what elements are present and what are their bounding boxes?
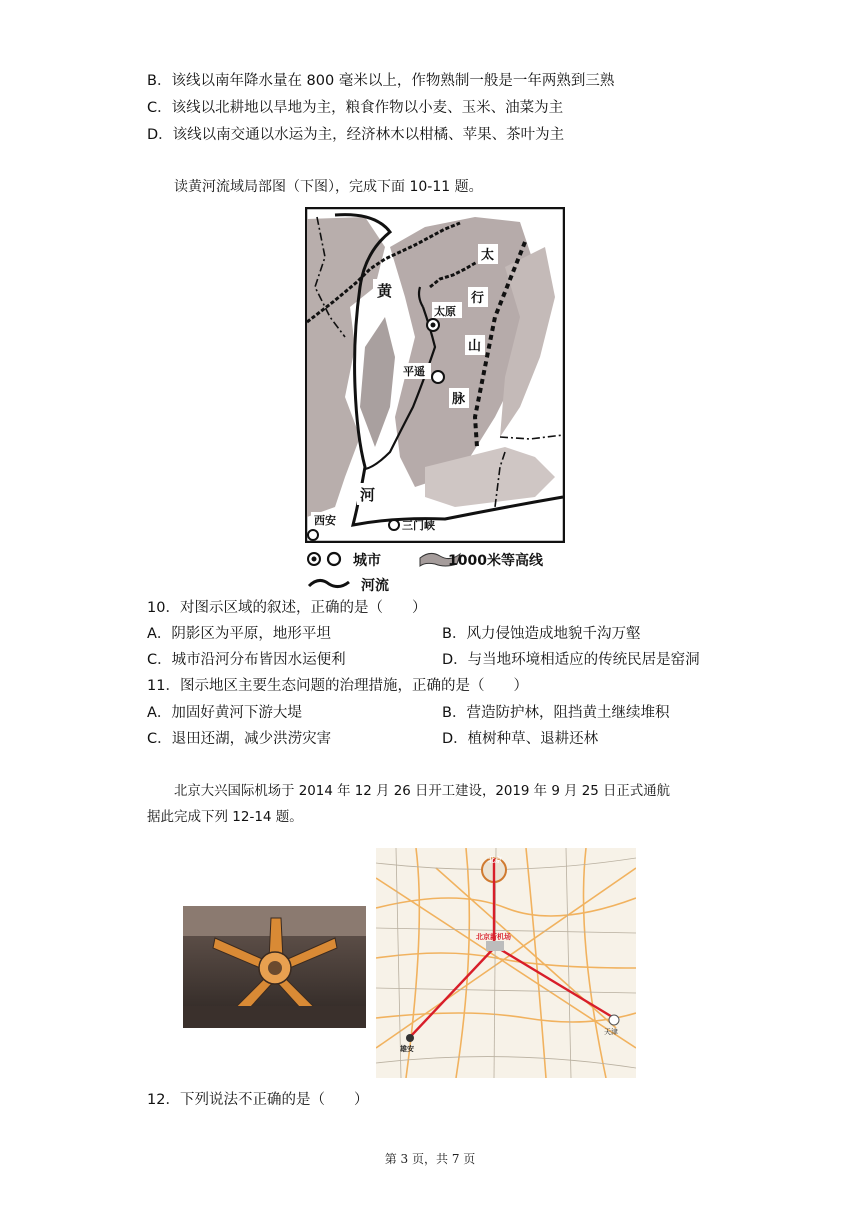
bj-label-airport: 北京新机场 [476,933,511,941]
bj-label-tianjin: 天津 [604,1028,618,1036]
q10-stem: 10．对图示区域的叙述，正确的是（ ） [147,600,427,616]
q11-option-b: B．营造防护林，阻挡黄土继续堆积 [442,705,670,721]
map-legend [305,546,585,594]
q11-stem: 11．图示地区主要生态问题的治理措施，正确的是（ ） [147,678,528,694]
q12-stem: 12．下列说法不正确的是（ ） [147,1092,369,1108]
yellow-river-map [305,207,565,543]
legend-contour: 1000米等高线 [448,553,543,569]
label-pingyao: 平遥 [403,365,425,378]
page-footer: 第 3 页，共 7 页 [384,1152,476,1166]
label-sanmenxia: 三门峡 [402,519,435,532]
airport-photo [183,906,366,1028]
q10-option-a: A．阴影区为平原，地形平坦 [147,626,331,642]
intro-12-14-line1: 北京大兴国际机场于 2014 年 12 月 26 日开工建设，2019 年 9 月 25 日正式通航 [174,784,670,799]
option-c-text: C．该线以北耕地以旱地为主，粮食作物以小麦、玉米、油菜为主 [147,100,564,116]
q11-option-c: C．退田还湖，减少洪涝灾害 [147,731,332,747]
legend-river: 河流 [361,578,389,594]
q11-option-a: A．加固好黄河下游大堤 [147,705,302,721]
label-xian: 西安 [314,514,336,527]
q10-option-d: D．与当地环境相适应的传统民居是窑洞 [442,652,700,668]
q10-option-b: B．风力侵蚀造成地貌千沟万壑 [442,626,641,642]
option-b-text: B．该线以南年降水量在 800 毫米以上，作物熟制一般是一年两熟到三熟 [147,73,615,89]
label-he: 河 [360,486,376,504]
legend-city: 城市 [353,553,381,569]
bj-label-xiongan: 雄安 [400,1045,414,1053]
label-mai: 脉 [452,392,466,407]
label-shan: 山 [468,339,482,354]
label-xing: 行 [471,291,485,306]
bj-label-beijing: 北京 [488,856,502,864]
label-tai: 太 [481,248,495,263]
q10-option-c: C．城市沿河分布皆因水运便利 [147,652,346,668]
intro-12-14-line2: 据此完成下列 12-14 题。 [147,809,303,825]
label-taiyuan: 太原 [434,305,456,318]
intro-10-11: 读黄河流域局部图（下图），完成下面 10-11 题。 [174,179,483,195]
q11-option-d: D．植树种草、退耕还林 [442,731,599,747]
option-d-text: D．该线以南交通以水运为主，经济林木以柑橘、苹果、茶叶为主 [147,127,565,143]
beijing-airport-map [376,848,636,1078]
label-huang: 黄 [377,282,393,300]
